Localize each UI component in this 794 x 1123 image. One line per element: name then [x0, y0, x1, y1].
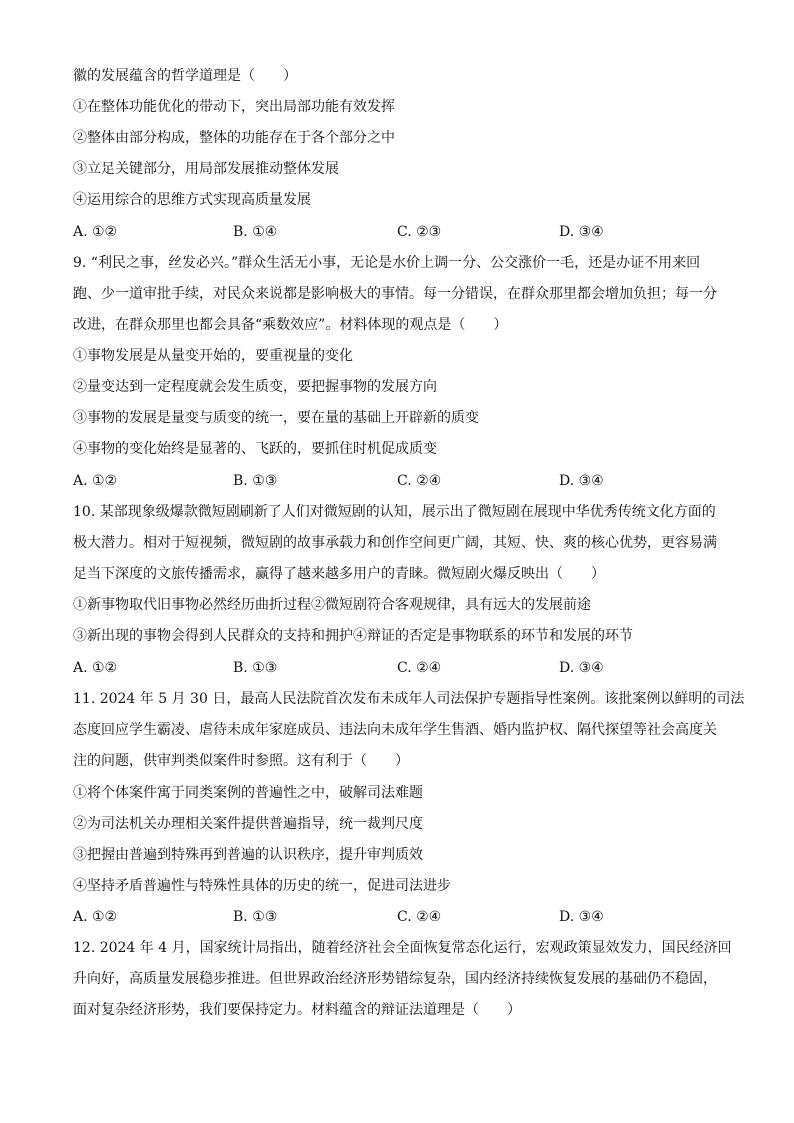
q8-item-4: ④运用综合的思维方式实现高质量发展: [73, 192, 311, 208]
q10-option-d: D. ③④: [559, 660, 604, 676]
q11-stem-line-2: 态度回应学生霸凌、虐待未成年家庭成员、违法向未成年学生售酒、婚内监护权、隔代探望等社会高度关: [73, 722, 717, 738]
q9-item-3: ③事物的发展是量变与质变的统一，要在量的基础上开辟新的质变: [73, 410, 479, 426]
q9-item-2: ②量变达到一定程度就会发生质变，要把握事物的发展方向: [73, 379, 437, 395]
q8-stem-tail: 徽的发展蕴含的哲学道理是（ ）: [73, 68, 297, 84]
q8-item-1: ①在整体功能优化的带动下，突出局部功能有效发挥: [73, 99, 395, 115]
q11-option-c: C. ②④: [397, 909, 442, 925]
q9-option-a: A. ①②: [73, 473, 118, 489]
q11-item-3: ③把握由普遍到特殊再到普遍的认识秩序，提升审判质效: [73, 847, 423, 863]
q9-option-c: C. ②④: [397, 473, 442, 489]
q10-stem-line-2: 极大潜力。相对于短视频，微短剧的故事承载力和创作空间更广阔，其短、快、爽的核心优势，更容易满: [73, 535, 717, 551]
q11-item-4: ④坚持矛盾普遍性与特殊性具体的历史的统一，促进司法进步: [73, 878, 451, 894]
q11-option-a: A. ①②: [73, 909, 118, 925]
q11-stem-line-1: 11. 2024 年 5 月 30 日，最高人民法院首次发布未成年人司法保护专题指导性案例。该批案例以鲜明的司法: [73, 691, 745, 707]
q10-stem-line-3: 足当下深度的文旅传播需求，赢得了越来越多用户的青睐。微短剧火爆反映出（ ）: [73, 566, 605, 582]
q10-option-c: C. ②④: [397, 660, 442, 676]
q9-item-1: ①事物发展是从量变开始的，要重视量的变化: [73, 348, 353, 364]
q11-item-1: ①将个体案件寓于同类案例的普遍性之中，破解司法难题: [73, 785, 423, 801]
q9-stem-line-1: 9. “利民之事，丝发必兴。”群众生活无小事，无论是水价上调一分、公交涨价一毛，还是办证不用来回: [73, 255, 701, 271]
q11-stem-line-3: 注的问题，供审判类似案件时参照。这有利于（ ）: [73, 753, 409, 769]
q9-stem-line-3: 改进，在群众那里也都会具备“乘数效应”。材料体现的观点是（ ）: [73, 317, 508, 333]
q11-options: [73, 907, 723, 927]
q9-options: [73, 471, 723, 491]
q10-option-b: B. ①③: [233, 660, 278, 676]
q10-item-line-1: ①新事物取代旧事物必然经历曲折过程②微短剧符合客观规律，具有远大的发展前途: [73, 597, 591, 613]
q12-stem-line-3: 面对复杂经济形势，我们要保持定力。材料蕴含的辩证法道理是（ ）: [73, 1002, 521, 1018]
q9-stem-line-2: 跑、少一道审批手续，对民众来说都是影响极大的事情。每一分错误，在群众那里都会增加负担；每一分: [73, 286, 717, 302]
q10-stem-line-1: 10. 某部现象级爆款微短剧刷新了人们对微短剧的认知，展示出了微短剧在展现中华优秀传统文化方面的: [73, 504, 716, 520]
q9-option-b: B. ①③: [233, 473, 278, 489]
q11-item-2: ②为司法机关办理相关案件提供普遍指导，统一裁判尺度: [73, 816, 423, 832]
q8-option-d: D. ③④: [559, 224, 604, 240]
q8-option-a: A. ①②: [73, 224, 118, 240]
q10-options: [73, 658, 723, 678]
q8-item-2: ②整体由部分构成，整体的功能存在于各个部分之中: [73, 130, 395, 146]
q8-item-3: ③立足关键部分，用局部发展推动整体发展: [73, 161, 339, 177]
q10-option-a: A. ①②: [73, 660, 118, 676]
q10-item-line-2: ③新出现的事物会得到人民群众的支持和拥护④辩证的否定是事物联系的环节和发展的环节: [73, 628, 633, 644]
q12-stem-line-2: 升向好，高质量发展稳步推进。但世界政治经济形势错综复杂，国内经济持续恢复发展的基础仍不稳固，: [73, 971, 717, 987]
q8-option-c: C. ②③: [397, 224, 442, 240]
q11-option-b: B. ①③: [233, 909, 278, 925]
q11-option-d: D. ③④: [559, 909, 604, 925]
q12-stem-line-1: 12. 2024 年 4 月，国家统计局指出，随着经济社会全面恢复常态化运行，宏观政策显效发力，国民经济回: [73, 940, 732, 956]
q9-option-d: D. ③④: [559, 473, 604, 489]
q9-item-4: ④事物的变化始终是显著的、飞跃的，要抓住时机促成质变: [73, 441, 437, 457]
q8-options: [73, 222, 723, 242]
q8-option-b: B. ①④: [233, 224, 278, 240]
